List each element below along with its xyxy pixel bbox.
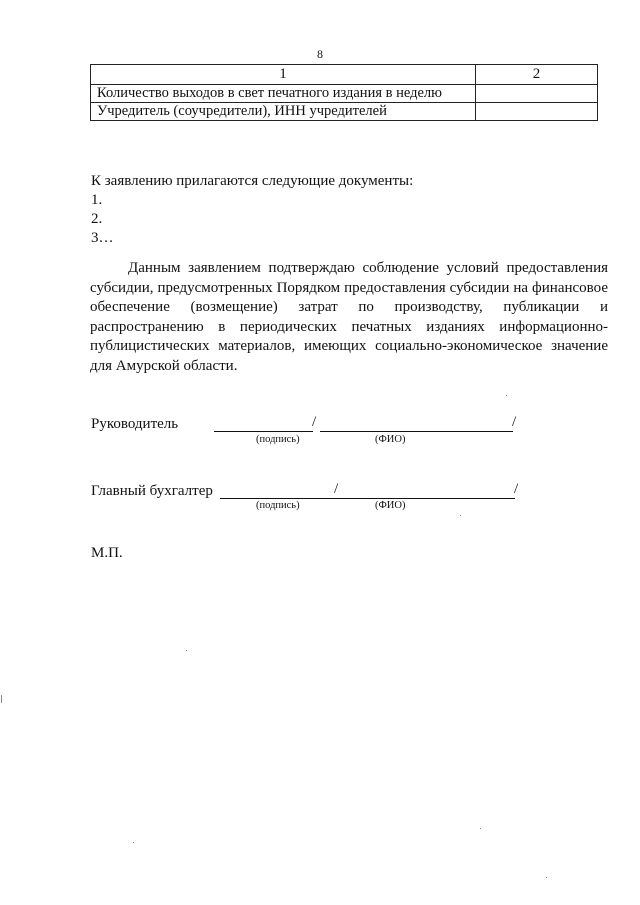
director-separator: / — [312, 414, 317, 430]
table-row — [91, 85, 598, 103]
confirmation-paragraph — [90, 259, 608, 376]
table-row — [91, 103, 598, 121]
info-table — [90, 64, 598, 121]
scan-speck — [480, 828, 481, 829]
scan-speck — [186, 650, 187, 651]
scan-speck — [546, 877, 547, 878]
accountant-separator: / — [334, 481, 339, 497]
director-name-caption: (ФИО) — [375, 434, 406, 445]
director-label: Руководитель — [91, 416, 179, 432]
scan-speck — [506, 395, 507, 396]
confirmation-text: Данным заявлением подтверждаю соблюдение условий предоставления субсидии, предусмотренных Порядком предоставления субсидии на финансовое обеспечение (возмещение) затрат по производству, публикации и распространению в периодических печатных изданиях информационно-публицистических материалов, имеющих социально-экономическое значение для Амурской области. — [90, 260, 608, 374]
attachment-item: 1. — [91, 192, 103, 208]
director-name-line[interactable] — [320, 431, 513, 432]
accountant-name-line[interactable] — [328, 498, 515, 499]
accountant-signature-line[interactable] — [220, 498, 335, 499]
page-number: 8 — [317, 47, 323, 61]
director-separator: / — [512, 414, 517, 430]
attachment-item: 2. — [91, 211, 103, 227]
attachment-item: 3… — [91, 230, 114, 246]
scan-speck — [133, 842, 134, 843]
table-row-value[interactable] — [476, 85, 598, 103]
table-row-label: Учредитель (соучредители), ИНН учредителей — [91, 103, 476, 121]
table-row-value[interactable] — [476, 103, 598, 121]
scan-speck — [460, 515, 461, 516]
table-row-label: Количество выходов в свет печатного издания в неделю — [91, 85, 476, 103]
attachments-heading: К заявлению прилагаются следующие документы: — [91, 173, 414, 189]
table-header-cell: 2 — [476, 65, 598, 85]
scan-speck — [1, 695, 2, 703]
stamp-place: М.П. — [91, 545, 123, 561]
table-header-cell: 1 — [91, 65, 476, 85]
accountant-label: Главный бухгалтер — [91, 483, 213, 499]
director-sign-caption: (подпись) — [256, 434, 300, 445]
accountant-sign-caption: (подпись) — [256, 500, 300, 511]
table-header-row — [91, 65, 598, 85]
director-signature-line[interactable] — [214, 431, 313, 432]
accountant-name-caption: (ФИО) — [375, 500, 406, 511]
accountant-separator: / — [514, 481, 519, 497]
